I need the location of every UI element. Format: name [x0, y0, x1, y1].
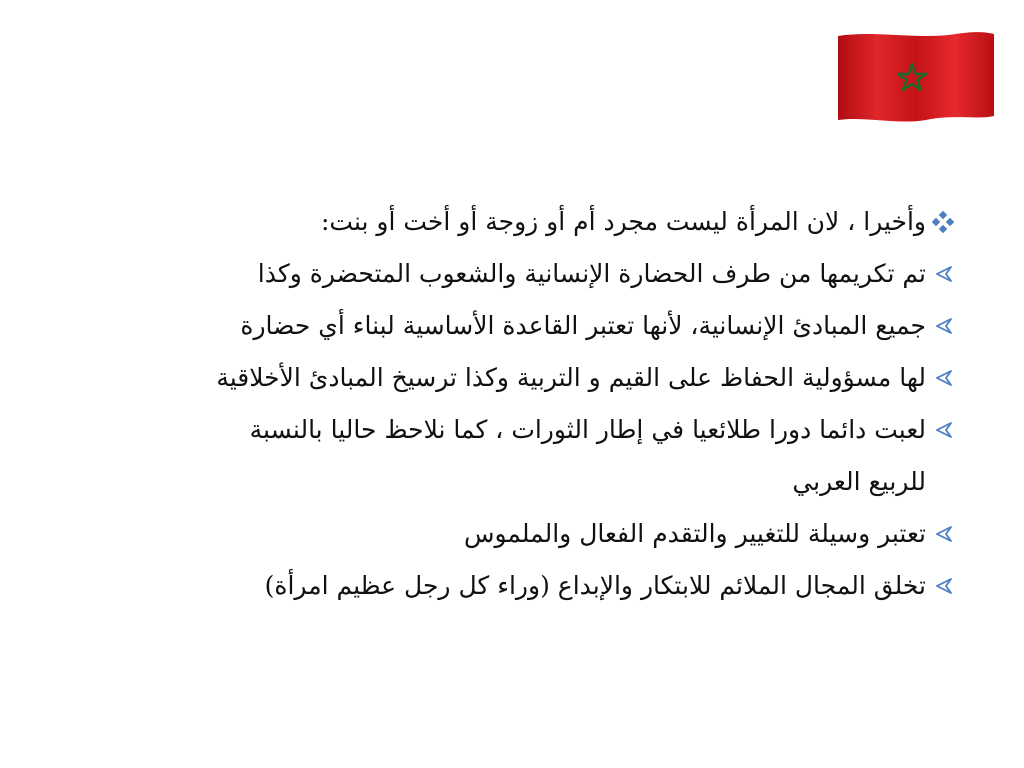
diamond-bullet-icon: [930, 196, 956, 248]
list-item-text: لعبت دائما دورا طلائعيا في إطار الثورات ، كما نلاحظ حاليا بالنسبة: [249, 415, 926, 444]
list-item-text: للربيع العربي: [792, 467, 926, 496]
arrow-bullet-icon: [930, 248, 956, 300]
arrow-bullet-icon: [930, 508, 956, 560]
arrow-bullet-icon: [930, 404, 956, 456]
arrow-bullet-icon: [930, 300, 956, 352]
list-item-continuation: [40, 456, 956, 508]
heading-line: [40, 196, 956, 248]
list-item: [40, 404, 956, 456]
morocco-flag-icon: [836, 30, 996, 122]
slide-body: [40, 196, 956, 612]
list-item-text: تم تكريمها من طرف الحضارة الإنسانية والشعوب المتحضرة وكذا: [257, 259, 926, 288]
list-item-text: تعتبر وسيلة للتغيير والتقدم الفعال والملموس: [464, 519, 926, 548]
list-item: [40, 560, 956, 612]
list-item-text: لها مسؤولية الحفاظ على القيم و التربية وكذا ترسيخ المبادئ الأخلاقية: [216, 363, 926, 392]
list-item: [40, 248, 956, 300]
list-item-text: جميع المبادئ الإنسانية، لأنها تعتبر القاعدة الأساسية لبناء أي حضارة: [240, 311, 926, 340]
heading-text: وأخيرا ، لان المرأة ليست مجرد أم أو زوجة أو أخت أو بنت:: [320, 207, 926, 236]
list-item-text: تخلق المجال الملائم للابتكار والإبداع (وراء كل رجل عظيم امرأة): [264, 571, 926, 600]
list-item: [40, 300, 956, 352]
list-item: [40, 508, 956, 560]
arrow-bullet-icon: [930, 560, 956, 612]
arrow-bullet-icon: [930, 352, 956, 404]
list-item: [40, 352, 956, 404]
